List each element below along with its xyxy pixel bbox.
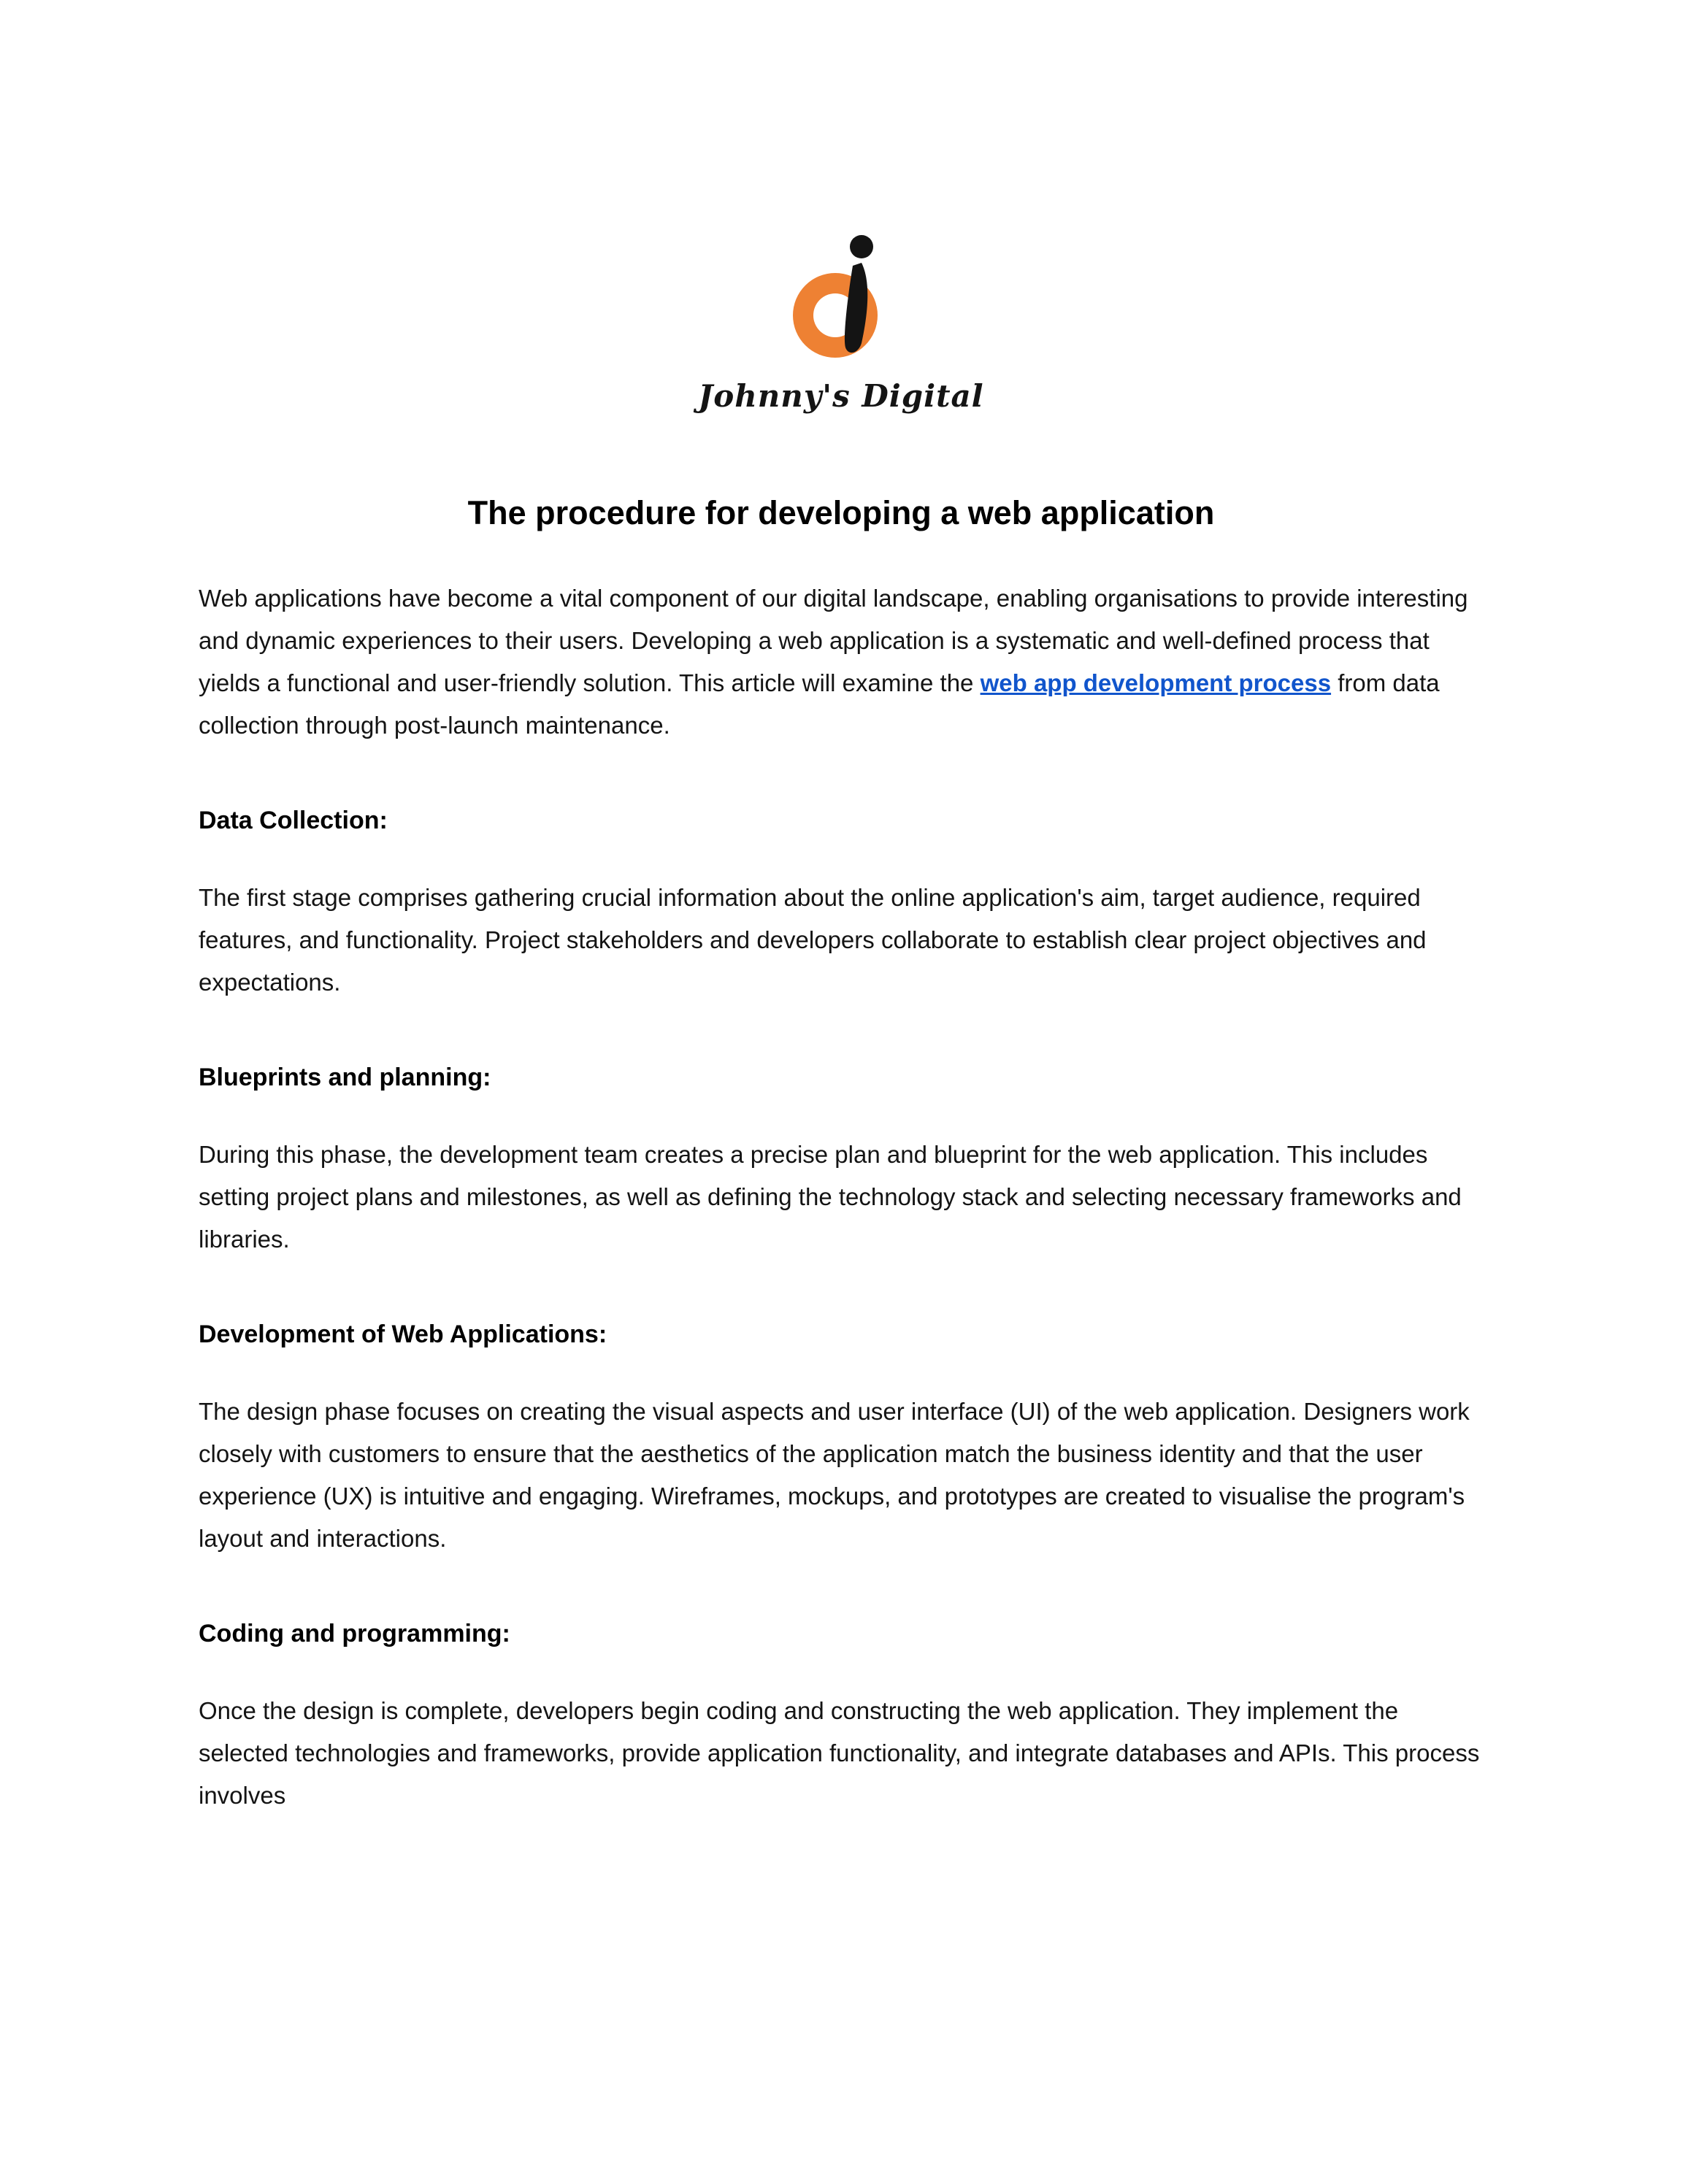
- intro-text-after-link: from data collection through post-launch maintenance.: [199, 669, 1440, 739]
- company-logo-text: Johnny's Digital: [698, 378, 984, 414]
- section-body-data-collection: The first stage comprises gathering crucial information about the online application's aim, target audience, required features, and functionality. Project stakeholders and developers collaborate to establish clear project objectives and expectations.: [199, 884, 1427, 996]
- section-body-coding-and-programming: Once the design is complete, developers begin coding and constructing the web application. They implement the selected technologies and frameworks, provide application functionality, and integrate databases and APIs. This process involves: [199, 1697, 1480, 1809]
- company-logo-icon: [775, 234, 907, 369]
- section-body-blueprints-and-planning: During this phase, the development team creates a precise plan and blueprint for the web application. This includes setting project plans and milestones, as well as defining the technology stack and selecting necessary frameworks and libraries.: [199, 1141, 1462, 1253]
- section-heading-data-collection: Data Collection:: [199, 807, 388, 834]
- web-app-development-process-link[interactable]: web app development process: [980, 669, 1332, 696]
- company-logo: [199, 234, 1484, 414]
- section-heading-blueprints-and-planning: Blueprints and planning:: [199, 1064, 491, 1091]
- section-heading-development-of-web-applications: Development of Web Applications:: [199, 1320, 607, 1348]
- intro-text-before-link: Web applications have become a vital component of our digital landscape, enabling organisations to provide interesting and dynamic experiences to their users. Developing a web application is a systematic and well-defined process that yields a functional and user-friendly solution. This article will examine the: [199, 585, 1468, 696]
- section-heading-coding-and-programming: Coding and programming:: [199, 1620, 510, 1647]
- section-body-development-of-web-applications: The design phase focuses on creating the visual aspects and user interface (UI) of the web application. Designers work closely with customers to ensure that the aesthetics of the application match the business identity and that the user experience (UX) is intuitive and engaging. Wireframes, mockups, and prototypes are created to visualise the program's layout and interactions.: [199, 1398, 1470, 1552]
- intro-paragraph: [199, 577, 1484, 747]
- document-content: [199, 0, 1484, 1841]
- page-title: The procedure for developing a web application: [467, 494, 1215, 531]
